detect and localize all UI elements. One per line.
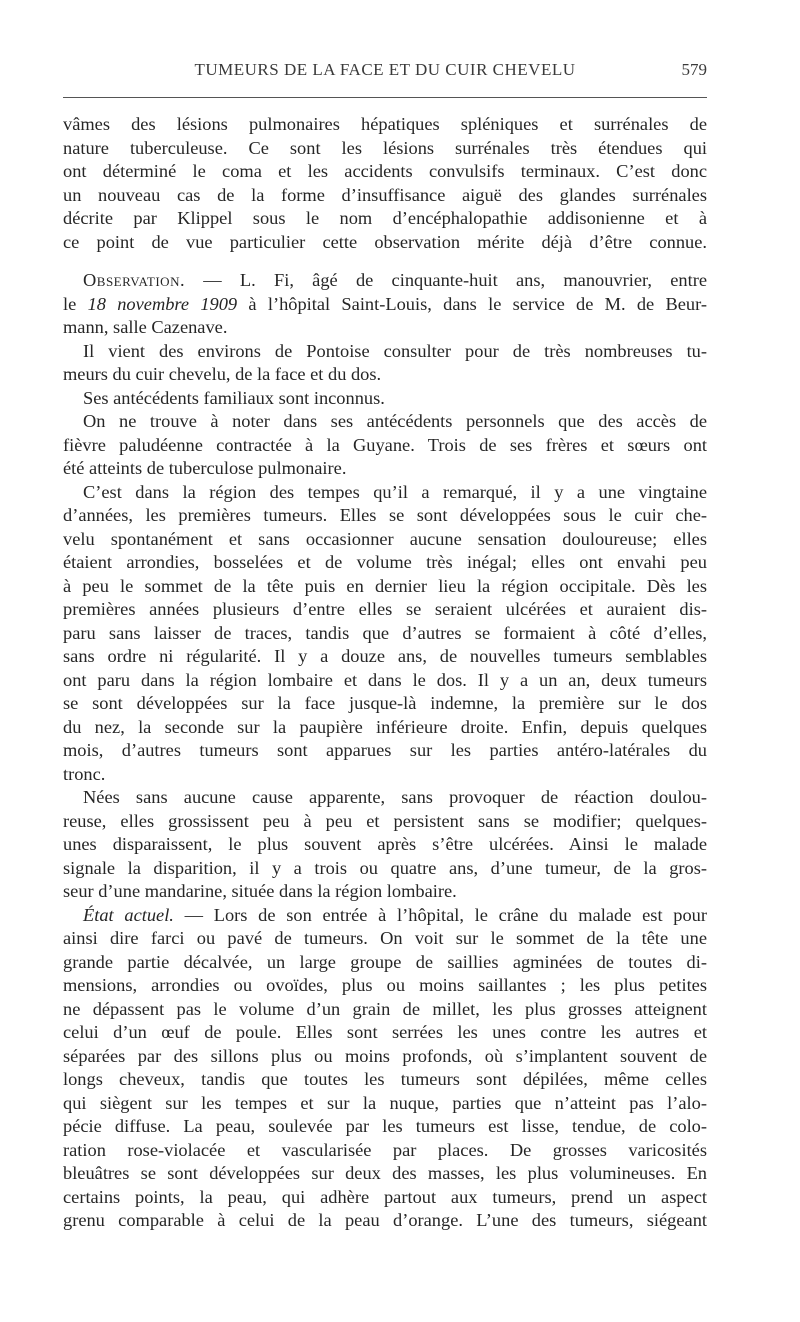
text-line: été atteints de tuberculose pulmonaire. (63, 458, 347, 478)
text-line: fièvre paludéenne contractée à la Guyane. Trois de ses frères et sœurs ont (63, 434, 707, 455)
admission-date: 18 novembre 1909 (87, 293, 238, 314)
text-line: mensions, arrondies ou ovoïdes, plus ou moins saillantes ; les plus petites (63, 975, 707, 995)
observation-text: le (63, 293, 88, 314)
text-line: Nées sans aucune cause apparente, sans provoquer de réaction doulou- (83, 787, 707, 807)
section-label: État actuel. (83, 904, 174, 925)
text-line: d’années, les premières tumeurs. Elles se sont développées sous le cuir che- (63, 505, 707, 525)
observation-text: à l’hôpital Saint-Louis, dans le service de M. de Beur- (237, 293, 707, 314)
text-line: ration rose-violacée et vascularisée par places. De grosses varicosités (63, 1139, 707, 1160)
text-line: se sont développées sur la face jusque-là indemne, la première sur le dos (63, 693, 707, 713)
text-line (63, 904, 707, 928)
text-line: longs cheveux, tandis que toutes les tumeurs sont dépilées, même celles (63, 1069, 707, 1089)
paragraph-gap (63, 254, 707, 269)
text-line: vâmes des lésions pulmonaires hépatiques spléniques et surrénales de (63, 114, 707, 134)
observation-line: mann, salle Cazenave. (63, 317, 228, 337)
text-line: ce point de vue particulier cette observation mérite déjà d’être connue. (63, 231, 707, 252)
text-line: seur d’une mandarine, située dans la région lombaire. (63, 881, 457, 901)
text-line: reuse, elles grossissent peu à peu et persistent sans se modifier; quelques- (63, 810, 707, 831)
text-line: grenu comparable à celui de la peau d’orange. L’une des tumeurs, siégeant (63, 1210, 707, 1230)
text-line: paru sans laisser de traces, tandis que d’autres se formaient à côté d’elles, (63, 622, 707, 643)
text-line: Ses antécédents familiaux sont inconnus. (83, 387, 385, 408)
text-line: Il vient des environs de Pontoise consulter pour de très nombreuses tu- (83, 340, 707, 361)
text-line: ont paru dans la région lombaire et dans le dos. Il y a un an, deux tumeurs (63, 669, 707, 690)
text-line: premières années plusieurs d’entre elles se seraient ulcérées et auraient dis- (63, 599, 707, 619)
text-line: ne dépassent pas le volume d’un grain de millet, les plus grosses atteignent (63, 998, 707, 1019)
text-line: décrite par Klippel sous le nom d’encéphalopathie addisonienne et à (63, 208, 707, 228)
text-line: signale la disparition, il y a trois ou quatre ans, d’une tumeur, de la gros- (63, 857, 707, 878)
text-line: sans ordre ni régularité. Il y a douze ans, de nouvelles tumeurs semblables (63, 646, 707, 666)
running-title: TUMEURS DE LA FACE ET DU CUIR CHEVELU (194, 60, 576, 79)
text-line: On ne trouve à noter dans ses antécédents personnels que des accès de (83, 411, 707, 431)
text-line: celui d’un œuf de poule. Elles sont serrées les unes contre les autres et (63, 1022, 707, 1042)
text-line: séparées par des sillons plus ou moins profonds, où s’implantent souvent de (63, 1045, 707, 1066)
text-line: un nouveau cas de la forme d’insuffisance aiguë des glandes surrénales (63, 184, 707, 205)
observation-text: — L. Fi, âgé de cinquante-huit ans, manouvrier, entre (185, 270, 707, 290)
text-line: mois, d’autres tumeurs sont apparues sur les parties antéro-latérales du (63, 740, 707, 760)
body-text (63, 113, 707, 1233)
text-line: velu spontanément et sans occasionner aucune sensation douloureuse; elles (63, 528, 707, 549)
text-line: ainsi dire farci ou pavé de tumeurs. On voit sur le sommet de la tête une (63, 928, 707, 948)
page-number: 579 (681, 60, 707, 79)
observation-label: Observation. (83, 270, 186, 290)
text-line: à peu le sommet de la tête puis en dernier lieu la région occipitale. Dès les (63, 575, 707, 596)
text-line: nature tuberculeuse. Ce sont les lésions surrénales très étendues qui (63, 137, 707, 158)
text-line: qui siègent sur les tempes et sur la nuque, parties que n’atteint pas l’alo- (63, 1092, 707, 1113)
text-line: ont déterminé le coma et les accidents convulsifs terminaux. C’est donc (63, 161, 707, 181)
text-line: tronc. (63, 763, 106, 784)
text-line: unes disparaissent, le plus souvent après s’être ulcérées. Ainsi le malade (63, 834, 707, 854)
observation-line (63, 269, 707, 293)
text-line: du nez, la seconde sur la paupière inférieure droite. Enfin, depuis quelques (63, 716, 707, 737)
text-line: bleuâtres se sont développées sur deux des masses, les plus volumineuses. En (63, 1163, 707, 1183)
text-line: meurs du cuir chevelu, de la face et du dos. (63, 364, 382, 384)
text-line: grande partie décalvée, un large groupe de saillies agminées de toutes di- (63, 951, 707, 972)
text-line: étaient arrondies, bosselées et de volume très inégal; elles ont envahi peu (63, 552, 707, 572)
text-line: certains points, la peau, qui adhère partout aux tumeurs, prend un aspect (63, 1186, 707, 1207)
section-text: — Lors de son entrée à l’hôpital, le crâne du malade est pour (173, 904, 707, 925)
header-rule (63, 97, 707, 98)
text-line: C’est dans la région des tempes qu’il a remarqué, il y a une vingtaine (83, 481, 707, 502)
text-line: pécie diffuse. La peau, soulevée par les tumeurs est lisse, tendue, de colo- (63, 1116, 707, 1136)
running-header (63, 60, 707, 90)
observation-line (63, 293, 707, 317)
